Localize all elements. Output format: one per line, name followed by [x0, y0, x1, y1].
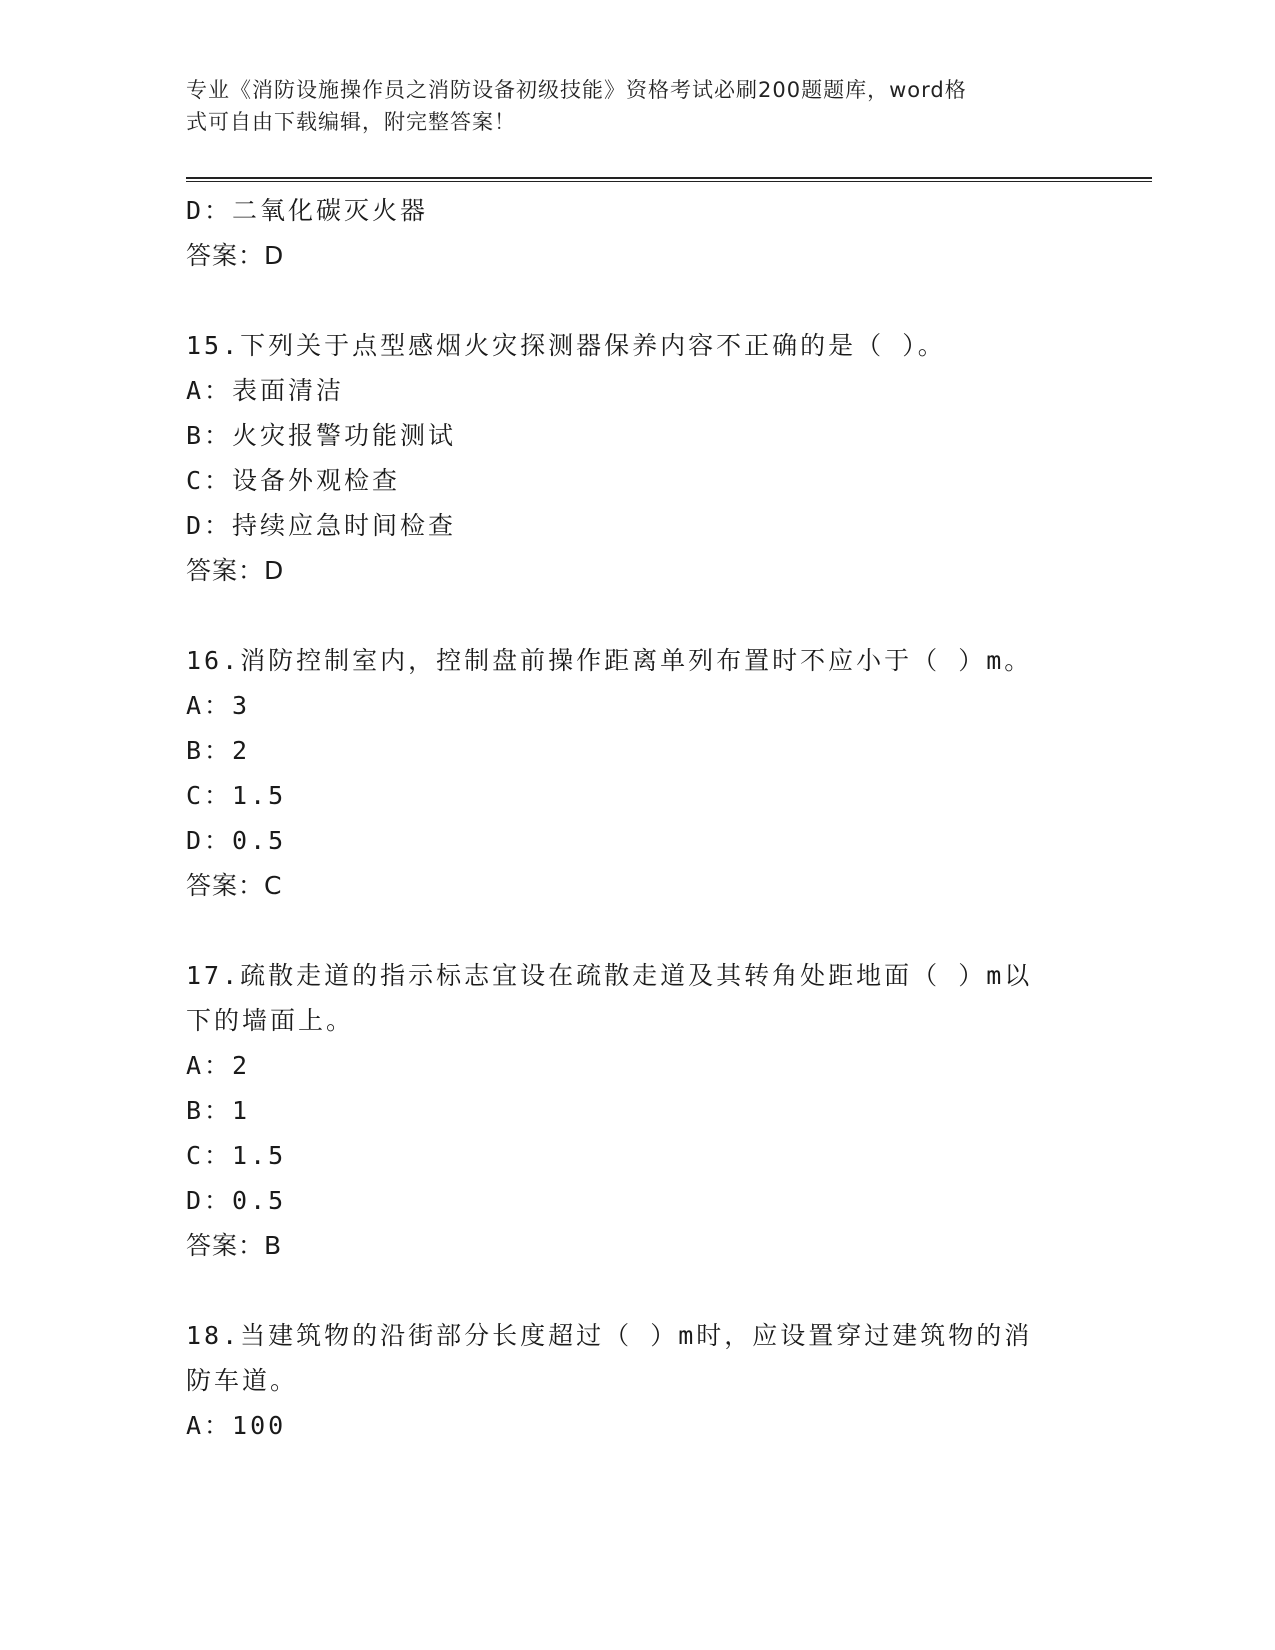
spacer [186, 593, 1086, 638]
spacer [186, 278, 1086, 323]
option-b: B：1 [186, 1096, 251, 1125]
option-c: C：设备外观检查 [186, 466, 401, 495]
option-a: A：3 [186, 691, 251, 720]
option-d: D：0.5 [186, 826, 287, 855]
question-17 [186, 953, 1086, 1268]
answer: 答案：B [186, 1231, 283, 1260]
answer: 答案：C [186, 871, 283, 900]
option-b: B：火灾报警功能测试 [186, 421, 457, 450]
question-stem: 16.消防控制室内，控制盘前操作距离单列布置时不应小于（ ）m。 [186, 646, 1033, 675]
option-c: C：1.5 [186, 781, 287, 810]
question-stem-line-1: 17.疏散走道的指示标志宜设在疏散走道及其转角处距地面（ ）m以 [186, 961, 1033, 990]
question-list [186, 188, 1086, 1448]
question-stem: 15.下列关于点型感烟火灾探测器保养内容不正确的是（ ）。 [186, 331, 946, 360]
option-a: A：2 [186, 1051, 251, 1080]
question-16 [186, 638, 1086, 908]
question-stem-line-1: 18.当建筑物的沿街部分长度超过（ ）m时，应设置穿过建筑物的消 [186, 1321, 1033, 1350]
option-d: D：0.5 [186, 1186, 287, 1215]
document-header [186, 74, 1066, 138]
question-15 [186, 323, 1086, 593]
option-b: B：2 [186, 736, 251, 765]
spacer [186, 908, 1086, 953]
header-divider [186, 177, 1152, 182]
question-stem-line-2: 防车道。 [186, 1366, 299, 1395]
option-a: A：100 [186, 1411, 287, 1440]
option-d: D：二氧化碳灭火器 [186, 196, 429, 225]
answer: 答案：D [186, 556, 285, 585]
option-a: A：表面清洁 [186, 376, 345, 405]
header-line-2: 式可自由下载编辑，附完整答案！ [186, 110, 516, 134]
spacer [186, 1268, 1086, 1313]
header-line-1: 专业《消防设施操作员之消防设备初级技能》资格考试必刷200题题库，word格 [186, 78, 967, 102]
answer: 答案：D [186, 241, 285, 270]
question-18 [186, 1313, 1086, 1448]
question-stem-line-2: 下的墙面上。 [186, 1006, 355, 1035]
option-d: D：持续应急时间检查 [186, 511, 457, 540]
option-c: C：1.5 [186, 1141, 287, 1170]
